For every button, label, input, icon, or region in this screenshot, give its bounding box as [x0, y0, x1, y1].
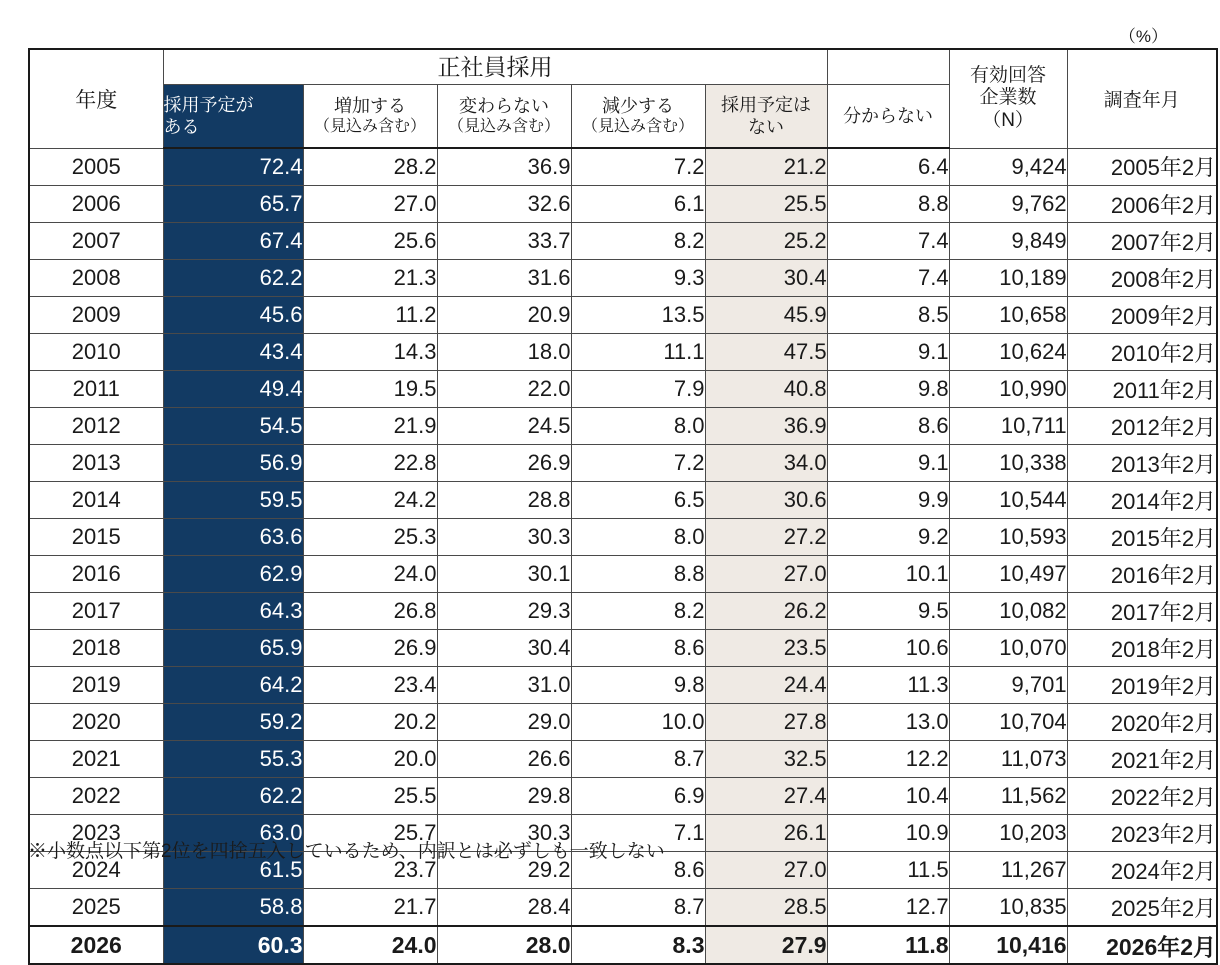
- cell-year: 2008: [29, 260, 163, 297]
- cell-has-hiring-plan: 58.8: [163, 889, 303, 927]
- cell-unknown: 10.6: [827, 630, 949, 667]
- cell-survey-month: 2015年2月: [1067, 519, 1217, 556]
- cell-survey-month: 2008年2月: [1067, 260, 1217, 297]
- cell-no-hiring-plan: 25.2: [705, 223, 827, 260]
- cell-valid-responses: 10,593: [949, 519, 1067, 556]
- cell-unknown: 12.2: [827, 741, 949, 778]
- header-has-hiring-plan-line2: ある: [163, 117, 200, 137]
- table-row: [29, 593, 1217, 630]
- cell-decrease: 11.1: [571, 334, 705, 371]
- cell-has-hiring-plan: 65.9: [163, 630, 303, 667]
- cell-increase: 25.5: [303, 778, 437, 815]
- cell-unknown: 9.5: [827, 593, 949, 630]
- cell-increase: 20.2: [303, 704, 437, 741]
- cell-decrease: 6.5: [571, 482, 705, 519]
- header-valid-responses-line1: 有効回答: [970, 64, 1047, 86]
- cell-same: 33.7: [437, 223, 571, 260]
- cell-valid-responses: 9,424: [949, 148, 1067, 186]
- header-row-group: [29, 49, 1217, 85]
- cell-unknown: 8.5: [827, 297, 949, 334]
- cell-no-hiring-plan: 24.4: [705, 667, 827, 704]
- cell-decrease: 8.2: [571, 593, 705, 630]
- table-row: [29, 371, 1217, 408]
- cell-no-hiring-plan: 27.0: [705, 852, 827, 889]
- cell-survey-month: 2017年2月: [1067, 593, 1217, 630]
- cell-no-hiring-plan: 26.1: [705, 815, 827, 852]
- cell-decrease: 6.9: [571, 778, 705, 815]
- cell-survey-month: 2020年2月: [1067, 704, 1217, 741]
- cell-survey-month: 2010年2月: [1067, 334, 1217, 371]
- header-unknown: 分からない: [827, 85, 949, 149]
- header-decrease-line2: （見込み含む）: [581, 118, 694, 136]
- cell-year: 2020: [29, 704, 163, 741]
- cell-valid-responses: 10,704: [949, 704, 1067, 741]
- cell-has-hiring-plan: 65.7: [163, 186, 303, 223]
- cell-has-hiring-plan: 59.5: [163, 482, 303, 519]
- cell-decrease: 6.1: [571, 186, 705, 223]
- cell-same: 24.5: [437, 408, 571, 445]
- cell-survey-month: 2016年2月: [1067, 556, 1217, 593]
- cell-survey-month: 2019年2月: [1067, 667, 1217, 704]
- cell-same: 28.0: [437, 926, 571, 964]
- cell-unknown: 10.9: [827, 815, 949, 852]
- header-decrease-line1: 減少する: [602, 95, 674, 116]
- cell-valid-responses: 10,624: [949, 334, 1067, 371]
- cell-decrease: 9.3: [571, 260, 705, 297]
- cell-increase: 24.0: [303, 556, 437, 593]
- cell-same: 36.9: [437, 148, 571, 186]
- cell-survey-month: 2025年2月: [1067, 889, 1217, 927]
- cell-same: 20.9: [437, 297, 571, 334]
- cell-valid-responses: 10,835: [949, 889, 1067, 927]
- cell-year: 2010: [29, 334, 163, 371]
- header-increase-line2: （見込み含む）: [313, 118, 426, 136]
- cell-no-hiring-plan: 40.8: [705, 371, 827, 408]
- cell-increase: 25.6: [303, 223, 437, 260]
- cell-has-hiring-plan: 43.4: [163, 334, 303, 371]
- table-row: [29, 556, 1217, 593]
- cell-same: 30.3: [437, 815, 571, 852]
- cell-year: 2005: [29, 148, 163, 186]
- cell-same: 31.0: [437, 667, 571, 704]
- header-survey-month: 調査年月: [1067, 49, 1217, 148]
- cell-has-hiring-plan: 62.2: [163, 778, 303, 815]
- header-no-hiring-plan-line2: ない: [748, 117, 785, 137]
- cell-same: 28.8: [437, 482, 571, 519]
- cell-increase: 20.0: [303, 741, 437, 778]
- cell-increase: 23.7: [303, 852, 437, 889]
- recruitment-table: [28, 48, 1218, 965]
- cell-decrease: 9.8: [571, 667, 705, 704]
- table-row: [29, 704, 1217, 741]
- cell-no-hiring-plan: 47.5: [705, 334, 827, 371]
- header-valid-responses-line2: 企業数: [979, 87, 1037, 109]
- cell-year: 2025: [29, 889, 163, 927]
- cell-valid-responses: 10,203: [949, 815, 1067, 852]
- cell-increase: 24.2: [303, 482, 437, 519]
- cell-year: 2016: [29, 556, 163, 593]
- cell-unknown: 8.8: [827, 186, 949, 223]
- cell-increase: 28.2: [303, 148, 437, 186]
- cell-year: 2021: [29, 741, 163, 778]
- cell-has-hiring-plan: 59.2: [163, 704, 303, 741]
- cell-has-hiring-plan: 61.5: [163, 852, 303, 889]
- header-valid-responses: [949, 49, 1067, 148]
- cell-increase: 25.7: [303, 815, 437, 852]
- cell-year: 2015: [29, 519, 163, 556]
- cell-decrease: 8.7: [571, 889, 705, 927]
- cell-unknown: 9.1: [827, 334, 949, 371]
- cell-year: 2018: [29, 630, 163, 667]
- cell-survey-month: 2007年2月: [1067, 223, 1217, 260]
- cell-year: 2007: [29, 223, 163, 260]
- cell-valid-responses: 10,711: [949, 408, 1067, 445]
- cell-unknown: 13.0: [827, 704, 949, 741]
- cell-year: 2014: [29, 482, 163, 519]
- cell-year: 2017: [29, 593, 163, 630]
- cell-decrease: 8.8: [571, 556, 705, 593]
- cell-has-hiring-plan: 64.2: [163, 667, 303, 704]
- cell-no-hiring-plan: 27.0: [705, 556, 827, 593]
- cell-same: 30.4: [437, 630, 571, 667]
- cell-increase: 19.5: [303, 371, 437, 408]
- cell-no-hiring-plan: 28.5: [705, 889, 827, 927]
- cell-unknown: 6.4: [827, 148, 949, 186]
- header-year: 年度: [29, 49, 163, 148]
- cell-has-hiring-plan: 60.3: [163, 926, 303, 964]
- table-row: [29, 445, 1217, 482]
- cell-no-hiring-plan: 30.6: [705, 482, 827, 519]
- cell-has-hiring-plan: 62.9: [163, 556, 303, 593]
- cell-no-hiring-plan: 34.0: [705, 445, 827, 482]
- unit-note: （%）: [1118, 27, 1168, 46]
- cell-year: 2026: [29, 926, 163, 964]
- table-row: [29, 148, 1217, 186]
- cell-survey-month: 2021年2月: [1067, 741, 1217, 778]
- header-same-line1: 変わらない: [459, 95, 549, 116]
- cell-same: 22.0: [437, 371, 571, 408]
- cell-valid-responses: 10,416: [949, 926, 1067, 964]
- cell-has-hiring-plan: 56.9: [163, 445, 303, 482]
- cell-year: 2009: [29, 297, 163, 334]
- header-increase: [303, 85, 437, 149]
- cell-has-hiring-plan: 67.4: [163, 223, 303, 260]
- cell-valid-responses: 10,990: [949, 371, 1067, 408]
- table-header: [29, 49, 1217, 148]
- cell-no-hiring-plan: 27.4: [705, 778, 827, 815]
- cell-decrease: 8.6: [571, 630, 705, 667]
- cell-unknown: 9.8: [827, 371, 949, 408]
- table-row: [29, 630, 1217, 667]
- cell-year: 2012: [29, 408, 163, 445]
- cell-unknown: 10.4: [827, 778, 949, 815]
- cell-unknown: 9.2: [827, 519, 949, 556]
- table-row: [29, 778, 1217, 815]
- cell-same: 26.6: [437, 741, 571, 778]
- header-same-line2: （見込み含む）: [447, 118, 560, 136]
- cell-year: 2011: [29, 371, 163, 408]
- cell-increase: 24.0: [303, 926, 437, 964]
- cell-survey-month: 2006年2月: [1067, 186, 1217, 223]
- header-group-spacer: [827, 49, 949, 85]
- cell-decrease: 8.7: [571, 741, 705, 778]
- cell-unknown: 9.9: [827, 482, 949, 519]
- cell-has-hiring-plan: 63.6: [163, 519, 303, 556]
- cell-valid-responses: 9,762: [949, 186, 1067, 223]
- cell-unknown: 11.8: [827, 926, 949, 964]
- cell-same: 29.8: [437, 778, 571, 815]
- cell-survey-month: 2018年2月: [1067, 630, 1217, 667]
- table-row: [29, 223, 1217, 260]
- cell-survey-month: 2013年2月: [1067, 445, 1217, 482]
- cell-survey-month: 2023年2月: [1067, 815, 1217, 852]
- cell-same: 30.3: [437, 519, 571, 556]
- cell-valid-responses: 11,073: [949, 741, 1067, 778]
- table-row: [29, 334, 1217, 371]
- cell-same: 32.6: [437, 186, 571, 223]
- header-no-hiring-plan-line1: 採用予定は: [721, 94, 812, 115]
- cell-same: 29.2: [437, 852, 571, 889]
- cell-increase: 26.8: [303, 593, 437, 630]
- cell-unknown: 7.4: [827, 223, 949, 260]
- cell-survey-month: 2009年2月: [1067, 297, 1217, 334]
- cell-valid-responses: 10,544: [949, 482, 1067, 519]
- cell-no-hiring-plan: 30.4: [705, 260, 827, 297]
- cell-has-hiring-plan: 62.2: [163, 260, 303, 297]
- cell-no-hiring-plan: 32.5: [705, 741, 827, 778]
- cell-increase: 14.3: [303, 334, 437, 371]
- cell-increase: 22.8: [303, 445, 437, 482]
- cell-unknown: 11.3: [827, 667, 949, 704]
- cell-no-hiring-plan: 36.9: [705, 408, 827, 445]
- cell-valid-responses: 10,082: [949, 593, 1067, 630]
- cell-has-hiring-plan: 63.0: [163, 815, 303, 852]
- cell-survey-month: 2012年2月: [1067, 408, 1217, 445]
- cell-same: 29.0: [437, 704, 571, 741]
- table-row: [29, 741, 1217, 778]
- cell-unknown: 8.6: [827, 408, 949, 445]
- cell-has-hiring-plan: 45.6: [163, 297, 303, 334]
- table-row: [29, 482, 1217, 519]
- cell-decrease: 7.2: [571, 148, 705, 186]
- cell-increase: 23.4: [303, 667, 437, 704]
- cell-no-hiring-plan: 45.9: [705, 297, 827, 334]
- cell-no-hiring-plan: 27.9: [705, 926, 827, 964]
- cell-decrease: 8.0: [571, 408, 705, 445]
- table-row: [29, 408, 1217, 445]
- cell-decrease: 8.3: [571, 926, 705, 964]
- cell-no-hiring-plan: 26.2: [705, 593, 827, 630]
- cell-decrease: 8.0: [571, 519, 705, 556]
- cell-survey-month: 2011年2月: [1067, 371, 1217, 408]
- cell-valid-responses: 9,849: [949, 223, 1067, 260]
- cell-unknown: 11.5: [827, 852, 949, 889]
- cell-valid-responses: 10,189: [949, 260, 1067, 297]
- header-group-seishain: 正社員採用: [163, 49, 827, 85]
- table-row: [29, 260, 1217, 297]
- cell-unknown: 10.1: [827, 556, 949, 593]
- cell-unknown: 9.1: [827, 445, 949, 482]
- recruitment-table-container: [28, 48, 1217, 965]
- cell-valid-responses: 11,562: [949, 778, 1067, 815]
- cell-valid-responses: 11,267: [949, 852, 1067, 889]
- cell-decrease: 13.5: [571, 297, 705, 334]
- cell-increase: 26.9: [303, 630, 437, 667]
- cell-year: 2019: [29, 667, 163, 704]
- cell-decrease: 8.2: [571, 223, 705, 260]
- cell-no-hiring-plan: 21.2: [705, 148, 827, 186]
- cell-decrease: 7.9: [571, 371, 705, 408]
- cell-decrease: 7.2: [571, 445, 705, 482]
- cell-same: 18.0: [437, 334, 571, 371]
- cell-no-hiring-plan: 25.5: [705, 186, 827, 223]
- table-row: [29, 297, 1217, 334]
- cell-valid-responses: 9,701: [949, 667, 1067, 704]
- cell-same: 26.9: [437, 445, 571, 482]
- cell-increase: 21.9: [303, 408, 437, 445]
- cell-survey-month: 2024年2月: [1067, 852, 1217, 889]
- table-row: [29, 667, 1217, 704]
- cell-year: 2006: [29, 186, 163, 223]
- header-valid-responses-line3: （N）: [982, 110, 1034, 132]
- cell-decrease: 10.0: [571, 704, 705, 741]
- cell-increase: 25.3: [303, 519, 437, 556]
- cell-year: 2023: [29, 815, 163, 852]
- cell-has-hiring-plan: 72.4: [163, 148, 303, 186]
- table-row: [29, 186, 1217, 223]
- cell-survey-month: 2005年2月: [1067, 148, 1217, 186]
- cell-valid-responses: 10,658: [949, 297, 1067, 334]
- cell-increase: 21.7: [303, 889, 437, 927]
- cell-has-hiring-plan: 64.3: [163, 593, 303, 630]
- header-has-hiring-plan-line1: 採用予定が: [163, 94, 254, 115]
- cell-decrease: 8.6: [571, 852, 705, 889]
- header-no-hiring-plan: [705, 85, 827, 149]
- cell-same: 28.4: [437, 889, 571, 927]
- table-row: [29, 926, 1217, 964]
- cell-same: 31.6: [437, 260, 571, 297]
- cell-survey-month: 2026年2月: [1067, 926, 1217, 964]
- cell-survey-month: 2014年2月: [1067, 482, 1217, 519]
- cell-survey-month: 2022年2月: [1067, 778, 1217, 815]
- table-row: [29, 519, 1217, 556]
- cell-has-hiring-plan: 49.4: [163, 371, 303, 408]
- cell-has-hiring-plan: 55.3: [163, 741, 303, 778]
- cell-valid-responses: 10,070: [949, 630, 1067, 667]
- cell-decrease: 7.1: [571, 815, 705, 852]
- cell-has-hiring-plan: 54.5: [163, 408, 303, 445]
- cell-year: 2024: [29, 852, 163, 889]
- cell-same: 30.1: [437, 556, 571, 593]
- cell-year: 2013: [29, 445, 163, 482]
- cell-no-hiring-plan: 27.8: [705, 704, 827, 741]
- cell-same: 29.3: [437, 593, 571, 630]
- cell-increase: 21.3: [303, 260, 437, 297]
- table-row: [29, 889, 1217, 927]
- cell-unknown: 7.4: [827, 260, 949, 297]
- cell-increase: 27.0: [303, 186, 437, 223]
- header-increase-line1: 増加する: [334, 95, 406, 116]
- cell-no-hiring-plan: 27.2: [705, 519, 827, 556]
- cell-valid-responses: 10,497: [949, 556, 1067, 593]
- cell-increase: 11.2: [303, 297, 437, 334]
- cell-unknown: 12.7: [827, 889, 949, 927]
- header-decrease: [571, 85, 705, 149]
- footnote: ※小数点以下第2位を四捨五入しているため、内訳とは必ずしも一致しない: [28, 841, 665, 862]
- header-has-hiring-plan: [163, 85, 303, 149]
- header-same: [437, 85, 571, 149]
- cell-no-hiring-plan: 23.5: [705, 630, 827, 667]
- cell-valid-responses: 10,338: [949, 445, 1067, 482]
- cell-year: 2022: [29, 778, 163, 815]
